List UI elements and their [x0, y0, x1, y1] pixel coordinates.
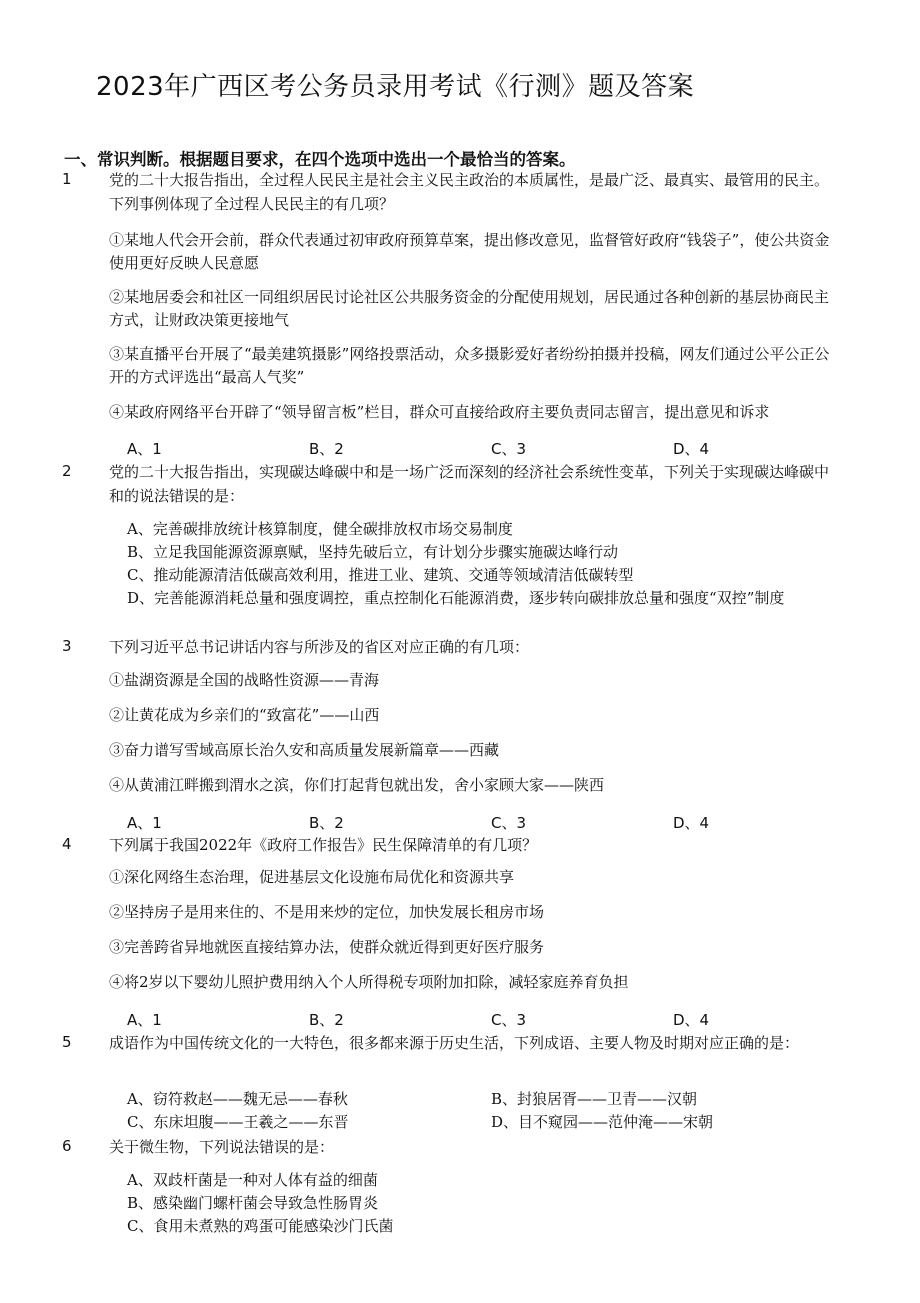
question-number: 5 — [62, 1033, 72, 1051]
statement-item: ③完善跨省异地就医直接结算办法，使群众就近得到更好医疗服务 — [109, 938, 545, 956]
statement-item: ④将2岁以下婴幼儿照护费用纳入个人所得税专项附加扣除，减轻家庭养育负担 — [109, 973, 629, 991]
answer-choice-a: A、1 — [127, 440, 162, 458]
question-stem: 党的二十大报告指出，全过程人民民主是社会主义民主政治的本质属性，是最广泛、最真实、最管用的民主。下列事例体现了全过程人民民主的有几项？ — [109, 171, 830, 213]
answer-choice-d: D、4 — [673, 1011, 710, 1029]
answer-choice-d: D、4 — [673, 814, 710, 832]
answer-choice-b: B、2 — [309, 814, 344, 832]
statement-item: ④从黄浦江畔搬到渭水之滨，你们打起背包就出发，舍小家顾大家——陕西 — [109, 776, 605, 794]
statement-item: ③奋力谱写雪域高原长治久安和高质量发展新篇章——西藏 — [109, 741, 500, 759]
answer-choice-d: D、4 — [673, 440, 710, 458]
question-stem: 成语作为中国传统文化的一大特色，很多都来源于历史生活，下列成语、主要人物及时期对应正确的是： — [109, 1034, 800, 1052]
statement-item: ②坚持房子是用来住的、不是用来炒的定位，加快发展长租房市场 — [109, 903, 545, 921]
question-stem: 党的二十大报告指出，实现碳达峰碳中和是一场广泛而深刻的经济社会系统性变革，下列关于实现碳达峰碳中和的说法错误的是： — [109, 463, 830, 505]
answer-option: B、感染幽门螺杆菌会导致急性肠胃炎 — [127, 1194, 379, 1212]
statement-item: ①某地人代会开会前，群众代表通过初审政府预算草案，提出修改意见，监督管好政府“钱袋子”，使公共资金使用更好反映人民意愿 — [109, 231, 830, 272]
question-number: 1 — [62, 170, 72, 188]
answer-choice-a: A、1 — [127, 1011, 162, 1029]
section-heading: 一、常识判断。根据题目要求，在四个选项中选出一个最恰当的答案。 — [64, 150, 576, 169]
answer-option: A、完善碳排放统计核算制度，健全碳排放权市场交易制度 — [127, 520, 513, 538]
question-number: 2 — [62, 462, 72, 480]
question-stem: 关于微生物，下列说法错误的是： — [109, 1138, 335, 1156]
answer-choice-c: C、3 — [491, 440, 527, 458]
statement-item: ④某政府网络平台开辟了“领导留言板”栏目，群众可直接给政府主要负责同志留言，提出意见和诉求 — [109, 403, 770, 421]
question-stem: 下列属于我国2022年《政府工作报告》民生保障清单的有几项？ — [109, 836, 538, 854]
statement-item: ③某直播平台开展了“最美建筑摄影”网络投票活动，众多摄影爱好者纷纷拍摄并投稿，网友们通过公平公正公开的方式评选出“最高人气奖” — [109, 345, 830, 386]
answer-option: C、食用未煮熟的鸡蛋可能感染沙门氏菌 — [127, 1217, 394, 1235]
answer-option: B、封狼居胥——卫青——汉朝 — [491, 1090, 698, 1108]
answer-option: C、推动能源清洁低碳高效利用，推进工业、建筑、交通等领域清洁低碳转型 — [127, 566, 634, 584]
statement-item: ②让黄花成为乡亲们的“致富花”——山西 — [109, 706, 380, 724]
answer-option: D、目不窥园——范仲淹——宋朝 — [491, 1113, 714, 1131]
question-number: 4 — [62, 835, 72, 853]
statement-item: ①盐湖资源是全国的战略性资源——青海 — [109, 671, 380, 689]
answer-option: D、完善能源消耗总量和强度调控，重点控制化石能源消费，逐步转向碳排放总量和强度“双控”制度 — [127, 589, 785, 607]
answer-option: A、窃符救赵——魏无忌——春秋 — [127, 1090, 348, 1108]
answer-choice-c: C、3 — [491, 1011, 527, 1029]
answer-choice-a: A、1 — [127, 814, 162, 832]
answer-choice-c: C、3 — [491, 814, 527, 832]
answer-choice-b: B、2 — [309, 1011, 344, 1029]
answer-choice-b: B、2 — [309, 440, 344, 458]
answer-option: C、东床坦腹——王羲之——东晋 — [127, 1113, 349, 1131]
question-number: 6 — [62, 1137, 72, 1155]
statement-item: ②某地居委会和社区一同组织居民讨论社区公共服务资金的分配使用规划，居民通过各种创新的基层协商民主方式，让财政决策更接地气 — [109, 288, 830, 329]
answer-option: A、双歧杆菌是一种对人体有益的细菌 — [127, 1171, 378, 1189]
page-title: 2023年广西区考公务员录用考试《行测》题及答案 — [96, 72, 695, 102]
question-number: 3 — [62, 637, 72, 655]
question-stem: 下列习近平总书记讲话内容与所涉及的省区对应正确的有几项： — [109, 638, 530, 656]
statement-item: ①深化网络生态治理，促进基层文化设施布局优化和资源共享 — [109, 868, 515, 886]
answer-option: B、立足我国能源资源禀赋，坚持先破后立，有计划分步骤实施碳达峰行动 — [127, 543, 619, 561]
